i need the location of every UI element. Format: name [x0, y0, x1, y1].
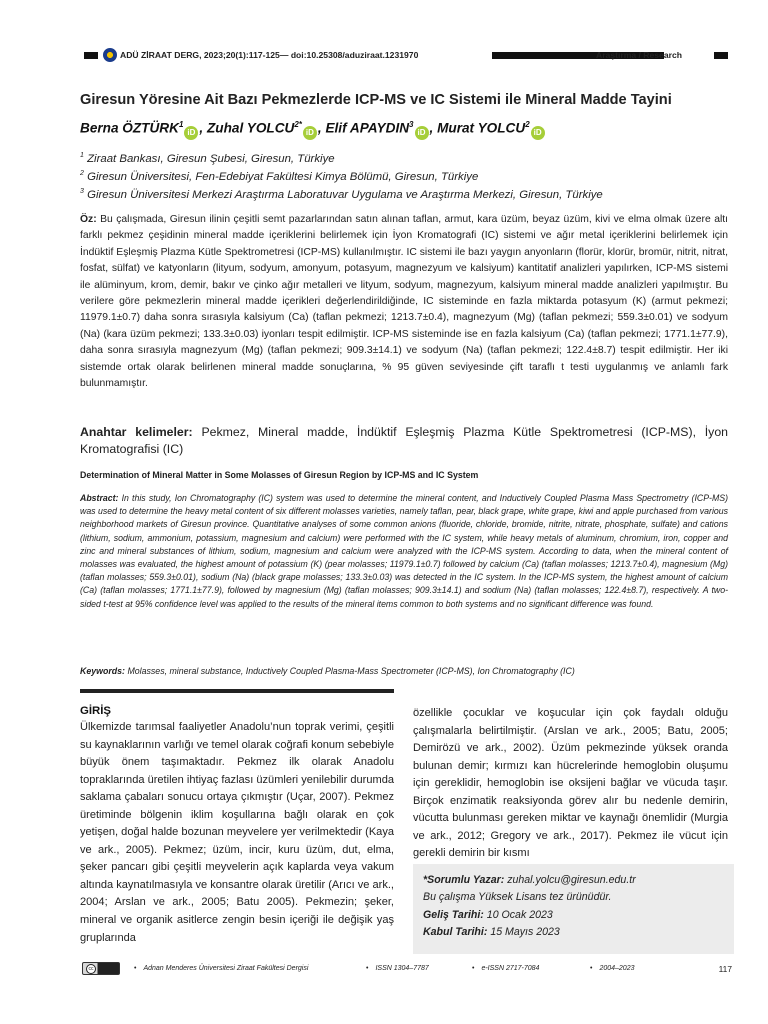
author-email[interactable]: zuhal.yolcu@giresun.edu.tr [507, 874, 636, 886]
accepted-label: Kabul Tarihi: [423, 926, 488, 939]
intro-text-right: özellikle çocuklar ve koşucular için çok faydalı olduğu çalışmalarla belirtilmiştir. (Arslan ve ark., 2005; Batu, 2005; Demirözü ve ark., 2002). Üzüm pekmezinde yüksek oranda bulunan demir; kırmızı kan hücrelerinde hemoglobin oluşumu için gereklidir, hemoglobin ise oksijeni bağlar ve vücuda taşır. Birçok enzimatik reaksiyonda görev alır bu nedenle demirin, vücutta bulunması gereken miktar ve kaynağı önemlidir (Murgia ve ark., 2012; Gregory ve ark., 2017). Pekmez ile vücut için gerekli demirin bir kısmı [413, 707, 728, 860]
section-divider [80, 689, 394, 693]
received-date [423, 907, 724, 924]
author-sup: 2 [525, 120, 530, 129]
accepted-date [423, 924, 724, 941]
thesis-note: Bu çalışma Yüksek Lisans tez ürünüdür. [423, 891, 612, 904]
page-number: 117 [718, 964, 732, 974]
author-sup: 2* [294, 120, 302, 129]
affiliation-text: Ziraat Bankası, Giresun Şubesi, Giresun, Türkiye [87, 152, 335, 165]
header-bar-right [714, 52, 728, 59]
author-name: Elif APAYDIN [325, 120, 410, 136]
footer-publisher: • Adnan Menderes Üniversitesi Ziraat Fakültesi Dergisi [134, 965, 308, 972]
article-type: Araştırma / Research [596, 50, 682, 60]
author-name: Murat YOLCU [437, 120, 526, 136]
article-title: Giresun Yöresine Ait Bazı Pekmezlerde ICP-MS ve IC Sistemi ile Mineral Madde Tayini [80, 92, 672, 108]
affiliation-1 [80, 152, 720, 165]
keywords-english [80, 666, 728, 676]
affiliation-text: Giresun Üniversitesi Merkezi Araştırma Laboratuvar Uygulama ve Araştırma Merkezi, Giresun, Türkiye [87, 188, 603, 201]
orcid-icon[interactable]: iD [184, 126, 198, 140]
correspondence-box [413, 864, 734, 954]
creative-commons-icon[interactable] [82, 962, 120, 975]
header-bar-left [84, 52, 98, 59]
section-heading: GİRİŞ [80, 705, 112, 717]
keywords-label: Anahtar kelimeler: [80, 425, 193, 439]
affiliation-3 [80, 188, 720, 201]
affiliation-sup: 2 [80, 170, 84, 177]
keywords-turkish [80, 424, 728, 458]
running-header [84, 48, 728, 64]
body-column-left [80, 705, 394, 947]
body-column-right [413, 705, 728, 863]
author-name: Berna ÖZTÜRK [80, 120, 179, 136]
footer-years: • 2004–2023 [590, 965, 635, 972]
journal-logo-icon [103, 48, 117, 62]
affiliation-sup: 1 [80, 152, 84, 159]
keywords-text: Molasses, mineral substance, Inductively Coupled Plasma-Mass Spectrometer (ICP-MS), Ion Chromatography (IC) [127, 666, 575, 676]
abstract-text: Bu çalışmada, Giresun ilinin çeşitli semt pazarlarından satın alınan taflan, armut, kara üzüm, beyaz üzüm, kivi ve elma olmak üzere altı farklı pekmez çeşidinin mineral madde içeriklerini belirlemek için İyon Kromatografi (IC) sistemi ve ağır metal içeriklerini belirlemek için İndüktif Eşleşmiş Plazma Kütle Spektrometresi (ICP-MS) kullanılmıştır. IC sistemi ile bazı yaygın anyonların (florür, klorür, bromür, nitrit, nitrat, fosfat, sülfat) ve katyonların (lityum, sodyum, amonyum, potasyum, magnezyum ve kalsiyum) kantitatif analizleri yapılırken, ICP-MS sistemi ile alüminyum, krom, demir, bakır ve çinko ağır metalleri ve lityum, sodyum, magnezyum, kalsiyum mineral madde analizleri yapılmıştır. Bu verilere göre pekmezlerin mineral madde içerikleri değerlendirildiğinde, IC sisteminde en fazla miktarda potasyum (K) (armut pekmezi; 11979.1±0.7) daha sonra sırasıyla kalsiyum (Ca) (taflan pekmezi; 1213.7±0.4), magnezyum (Mg) (taflan pekmezi; 559.3±0.01) ve sodyum (Na) (kara üzüm pekmezi; 133.3±0.03) iyonları tespit edilmiştir. ICP-MS sisteminde ise en fazla kalsiyum (Ca) (taflan pekmezi; 1771.1±77.9), daha sonra sırasıyla magnezyum (Mg) (taflan pekmezi; 909.3±14.1) ve sodyum (Na) (taflan pekmezi; 122.4±8.7) tespit edilmiştir. Her iki sistemde ortak olarak belirlenen mineral madde sonuçlarına, % 95 güven seviyesinde çift taraflı t testi uygulanmış ve anlamlı fark bulunmamıştır. [80, 214, 728, 390]
keywords-label: Keywords: [80, 666, 125, 676]
affiliation-2 [80, 170, 720, 183]
abstract-label: Öz: [80, 214, 97, 225]
author-sup: 1 [178, 120, 184, 129]
affiliation-text: Giresun Üniversitesi, Fen-Edebiyat Fakültesi Kimya Bölümü, Giresun, Türkiye [87, 170, 479, 183]
author-list: Berna ÖZTÜRK$^1$iD , Zuhal $YOLCU^{2*}iD$ , Elif APAYDIN$^3$iD , Murat YOLCU$^2$iD [80, 120, 720, 140]
page-footer [80, 962, 732, 976]
corresponding-author [423, 872, 724, 889]
abstract-english [80, 492, 728, 611]
english-title: Determination of Mineral Matter in Some Molasses of Giresun Region by ICP-MS and IC System [80, 470, 479, 480]
orcid-icon[interactable]: iD [415, 126, 429, 140]
author-sup: 3 [409, 120, 414, 129]
received-label: Geliş Tarihi: [423, 908, 484, 921]
footer-eissn: • e-ISSN 2717-7084 [472, 965, 539, 972]
received-value: 10 Ocak 2023 [486, 908, 553, 921]
author-name: Zuhal YOLCU [206, 120, 295, 136]
footer-issn: • ISSN 1304–7787 [366, 965, 429, 972]
abstract-text: In this study, Ion Chromatography (IC) system was used to determine the mineral content, and Inductively Coupled Plasma Mass Spectrometry (ICP-MS) was used to determine the heavy metal content of six different molasses varieties, namely taflan, pear, black grape, white grape, kiwi and apple purchased from various neighborhood markets of Giresun province. Quantitative analyses of some common anions (fluoride, chloride, bromide, nitrite, nitrate, phosphate, sulfate) and cations (lithium, sodium, ammonium, potassium, magnesium and calcium) were performed with the IC system, while heavy metals of aluminum, chromium, iron, copper and zinc and mineral substances of lithium, sodium, magnesium and calcium were analyzed with the ICP-MS system. According to data, when the mineral content of molasses was evaluated, the highest amount of potassium (K) (pear molasses; 11979.1±0.7) followed by calcium (Ca) (taflan molasses; 1213.7±0.4), magnesium (Mg) (taflan molasses; 559.3±0.01), sodium (Na) (black grape molasses; 133.3±0.03) was detected in the IC system. In the ICP-MS system, the highest amount of calcium (Ca) (taflan molasses; 1771.1±77.9), followed by magnesium (Mg) (taflan molasses; 909.3±14.1) and sodium (Na) (taflan molasses; 122.4±8.7), respectively. A two-sided t-test at 95% confidence level was applied to the results of the mineral items common to both systems and no significant difference was found. [80, 493, 728, 609]
cc-label: cc [86, 964, 96, 974]
journal-citation: ADÜ ZİRAAT DERG, 2023;20(1):117-125— doi:10.25308/aduziraat.1231970 [120, 50, 419, 60]
orcid-icon[interactable]: iD [303, 126, 317, 140]
affiliation-sup: 3 [80, 188, 84, 195]
accepted-value: 15 Mayıs 2023 [490, 926, 560, 939]
keywords-text: Pekmez, Mineral madde, İndüktif Eşleşmiş Plazma Kütle Spektrometresi (ICP-MS), İyon Kromatografisi (IC) [80, 425, 728, 456]
intro-text-left: Ülkemizde tarımsal faaliyetler Anadolu’nun toprak verimi, çeşitli su kaynaklarının varlığı ve temel olarak coğrafi konum sebebiyle büyük önem taşımaktadır. Pekmez ilk olarak Anadolu topraklarında üretilen ihtiyaç fazlası üzümleri yenilebilir durumda saklama çabaları sonucu ortaya çıkmıştır (Uçar, 2007). Pekmez üretiminde bölgenin iklim koşullarına bağlı olarak en çok yetişen, doğal halde bozunan meyvelere yer verilmektedir (Kaya ve ark., 2005). Pekmez; üzüm, incir, kuru üzüm, dut, elma, şeker pancarı gibi çeşitli meyvelerin açık kaplarda veya vakum altında kaynatılmasıyla ve konsantre olarak üretilir (Arıcı ve ark., 2004; Arslan ve ark., 2005; Batu 2005). Pekmezin; şeker, mineral ve organik asitlerce zengin besin içeriği ile değişik yaş gruplarında [80, 721, 394, 944]
abstract-label: Abstract: [80, 493, 119, 503]
orcid-icon[interactable]: iD [531, 126, 545, 140]
abstract-turkish [80, 212, 728, 392]
corresponding-author-label: *Sorumlu Yazar: [423, 874, 505, 886]
